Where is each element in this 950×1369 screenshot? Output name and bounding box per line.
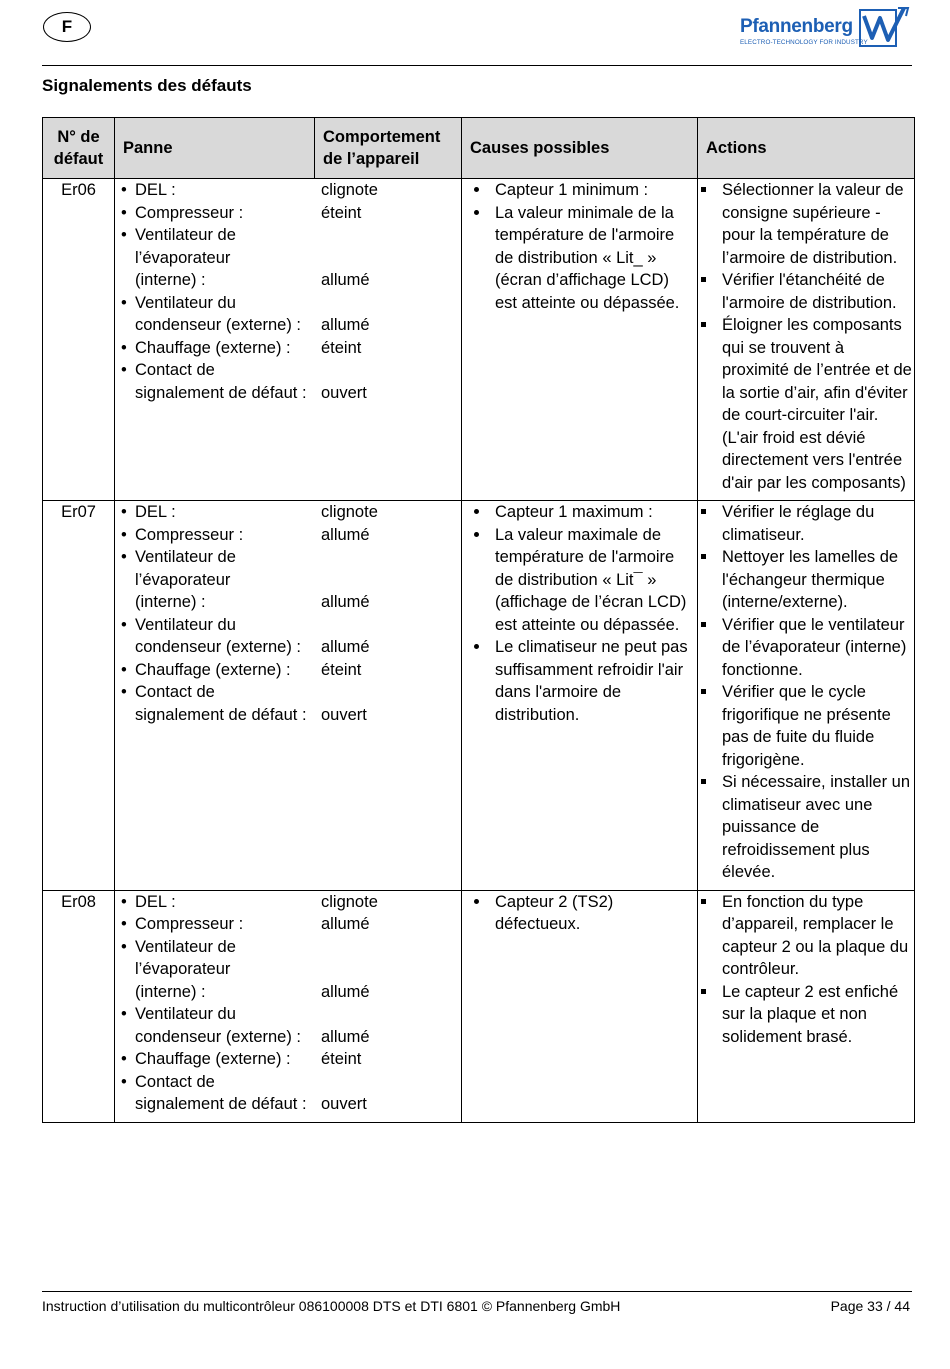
panne-line xyxy=(121,269,461,292)
panne-line xyxy=(121,1026,461,1049)
panne-component: Ventilateur du xyxy=(135,293,236,312)
actions-cell xyxy=(698,501,915,891)
panne-line xyxy=(121,704,461,727)
fault-code: Er08 xyxy=(43,890,115,1122)
panne-line xyxy=(121,636,461,659)
panne-component: Ventilateur de xyxy=(135,548,236,566)
panne-state xyxy=(321,936,461,959)
language-badge: F xyxy=(43,12,91,42)
panne-cell xyxy=(115,501,462,891)
panne-state xyxy=(321,224,461,247)
panne-state: éteint xyxy=(321,660,362,679)
bullet-icon: • xyxy=(121,1005,127,1023)
fault-code: Er06 xyxy=(43,179,115,501)
panne-line xyxy=(121,292,461,315)
section-title: Signalements des défauts xyxy=(42,76,252,95)
panne-component: DEL : xyxy=(135,503,176,521)
bullet-icon xyxy=(121,958,135,981)
panne-line xyxy=(121,1048,461,1071)
panne-line xyxy=(121,981,461,1004)
bullet-icon: • xyxy=(121,226,127,244)
panne-state: allumé xyxy=(321,1027,370,1046)
header-panne: Panne xyxy=(115,118,315,179)
actions-list xyxy=(698,891,912,1049)
panne-line xyxy=(121,936,461,959)
causes-cell xyxy=(462,890,698,1122)
panne-line xyxy=(121,1003,461,1026)
panne-state: allumé xyxy=(321,525,370,544)
panne-line xyxy=(121,1071,461,1094)
bullet-icon: • xyxy=(121,503,127,521)
fault-table xyxy=(42,117,915,1123)
actions-list xyxy=(698,501,912,884)
panne-component: condenseur (externe) : xyxy=(135,638,302,656)
bullet-icon xyxy=(121,704,135,727)
panne-component: Chauffage (externe) : xyxy=(135,1050,291,1068)
panne-state xyxy=(321,546,461,569)
panne-line xyxy=(121,247,461,270)
panne-component: Contact de xyxy=(135,361,215,379)
bullet-icon: • xyxy=(121,525,127,544)
header-fault-number: N° de défaut xyxy=(43,118,115,179)
panne-line xyxy=(121,591,461,614)
header-causes: Causes possibles xyxy=(462,118,698,179)
causes-cell xyxy=(462,179,698,501)
bullet-icon: • xyxy=(121,915,127,933)
panne-line xyxy=(121,524,461,547)
panne-component: Chauffage (externe) : xyxy=(135,338,291,357)
panne-line xyxy=(121,614,461,637)
panne-state: ouvert xyxy=(321,383,367,402)
bullet-icon xyxy=(121,981,135,1004)
action-item: Le capteur 2 est enfiché sur la plaque et non solidement brasé. xyxy=(698,981,912,1049)
panne-state: éteint xyxy=(321,338,362,357)
action-item: Sélectionner la valeur de consigne supérieure - pour la température de l’armoire de distribution. xyxy=(698,179,912,269)
cause-item: Le climatiseur ne peut pas suffisamment refroidir l'air dans l'armoire de distribution. xyxy=(470,636,693,726)
logo-brand-name: Pfannenberg xyxy=(740,16,853,37)
causes-cell xyxy=(462,501,698,891)
bullet-icon: • xyxy=(121,203,127,222)
panne-state: clignote xyxy=(321,892,378,911)
panne-component: (interne) : xyxy=(135,593,206,611)
pfannenberg-logo xyxy=(738,6,913,48)
actions-list xyxy=(698,179,912,494)
panne-component: Compresseur : xyxy=(135,525,244,544)
panne-component: Contact de xyxy=(135,1072,215,1091)
panne-line xyxy=(121,337,461,360)
panne-component: l’évaporateur xyxy=(135,570,231,589)
cause-item: Capteur 1 maximum : xyxy=(470,501,693,524)
panne-line xyxy=(121,546,461,569)
panne-component: l’évaporateur xyxy=(135,960,231,978)
bullet-icon: • xyxy=(121,548,127,566)
fault-table-body xyxy=(43,179,915,1123)
bullet-icon xyxy=(121,569,135,592)
panne-component: (interne) : xyxy=(135,982,206,1001)
action-item: Si nécessaire, installer un climatiseur avec une puissance de refroidissement plus élevée. xyxy=(698,771,912,884)
bullet-icon xyxy=(121,382,135,405)
panne-component: Contact de xyxy=(135,683,215,701)
bullet-icon: • xyxy=(121,293,127,312)
fault-code: Er07 xyxy=(43,501,115,891)
fault-row xyxy=(43,890,915,1122)
pfannenberg-logo-icon xyxy=(858,6,910,48)
actions-cell xyxy=(698,890,915,1122)
panne-line xyxy=(121,202,461,225)
footer-rule xyxy=(42,1291,912,1292)
bullet-icon xyxy=(121,636,135,659)
panne-state xyxy=(321,247,461,270)
panne-state: allumé xyxy=(321,316,370,334)
panne-state: éteint xyxy=(321,1050,362,1068)
panne-state: ouvert xyxy=(321,705,367,724)
panne-line xyxy=(121,501,461,524)
action-item: En fonction du type d’appareil, remplacer le capteur 2 ou la plaque du contrôleur. xyxy=(698,891,912,981)
bullet-icon xyxy=(121,1026,135,1049)
bullet-icon: • xyxy=(121,892,127,911)
panne-component: (interne) : xyxy=(135,271,206,289)
action-item: Vérifier l'étanchéité de l'armoire de distribution. xyxy=(698,269,912,314)
panne-line xyxy=(121,659,461,682)
panne-component: signalement de défaut : xyxy=(135,1095,307,1113)
panne-component: l’évaporateur xyxy=(135,248,231,267)
actions-cell xyxy=(698,179,915,501)
panne-state: clignote xyxy=(321,503,378,521)
bullet-icon xyxy=(121,591,135,614)
footer-page-number: Page 33 / 44 xyxy=(830,1298,910,1314)
panne-component: condenseur (externe) : xyxy=(135,1027,302,1046)
bullet-icon: • xyxy=(121,181,127,199)
fault-row xyxy=(43,179,915,501)
bullet-icon: • xyxy=(121,937,127,956)
panne-line xyxy=(121,179,461,202)
panne-state: allumé xyxy=(321,271,370,289)
panne-cell xyxy=(115,179,462,501)
bullet-icon xyxy=(121,269,135,292)
action-item: Nettoyer les lamelles de l'échangeur thermique (interne/externe). xyxy=(698,546,912,614)
cause-item: Capteur 2 (TS2) défectueux. xyxy=(470,891,693,936)
bullet-icon xyxy=(121,1093,135,1116)
panne-component: Ventilateur de xyxy=(135,226,236,244)
header-actions: Actions xyxy=(698,118,915,179)
bullet-icon: • xyxy=(121,361,127,379)
bullet-icon: • xyxy=(121,338,127,357)
panne-state xyxy=(321,681,461,704)
causes-list xyxy=(470,891,693,936)
cause-item: La valeur maximale de température de l'armoire de distribution « Lit¯ » (affichage de l’écran LCD) est atteinte ou dépassée. xyxy=(470,524,693,637)
panne-state: allumé xyxy=(321,915,370,933)
fault-row xyxy=(43,501,915,891)
action-item: Vérifier que le cycle frigorifique ne présente pas de fuite du fluide frigorigène. xyxy=(698,681,912,771)
panne-state xyxy=(321,958,461,981)
panne-state: clignote xyxy=(321,181,378,199)
bullet-icon: • xyxy=(121,1072,127,1091)
footer-document-title: Instruction d’utilisation du multicontrôleur 086100008 DTS et DTI 6801 © Pfannenberg GmbH xyxy=(42,1298,621,1314)
bullet-icon: • xyxy=(121,1050,127,1068)
header-rule xyxy=(42,65,912,66)
panne-component: signalement de défaut : xyxy=(135,705,307,724)
panne-line xyxy=(121,569,461,592)
panne-line xyxy=(121,382,461,405)
panne-line xyxy=(121,913,461,936)
panne-line xyxy=(121,314,461,337)
panne-line xyxy=(121,359,461,382)
panne-component: DEL : xyxy=(135,892,176,911)
action-item: Éloigner les composants qui se trouvent à proximité de l’entrée et de la sortie d’air, afin d'éviter de court-circuiter l'air. (L'air froid est dévié directement vers l'entrée d'air par les composants) xyxy=(698,314,912,494)
panne-state xyxy=(321,1071,461,1094)
panne-component: Compresseur : xyxy=(135,203,244,222)
panne-state: éteint xyxy=(321,203,362,222)
panne-component: Compresseur : xyxy=(135,915,244,933)
panne-component: signalement de défaut : xyxy=(135,383,307,402)
panne-component: Chauffage (externe) : xyxy=(135,660,291,679)
panne-state xyxy=(321,292,461,315)
panne-state: ouvert xyxy=(321,1095,367,1113)
panne-state xyxy=(321,569,461,592)
bullet-icon: • xyxy=(121,683,127,701)
action-item: Vérifier le réglage du climatiseur. xyxy=(698,501,912,546)
panne-state xyxy=(321,1003,461,1026)
panne-state xyxy=(321,359,461,382)
panne-line xyxy=(121,891,461,914)
panne-line xyxy=(121,1093,461,1116)
cause-item: Capteur 1 minimum : xyxy=(470,179,693,202)
panne-state xyxy=(321,614,461,637)
causes-list xyxy=(470,179,693,314)
panne-component: DEL : xyxy=(135,181,176,199)
panne-component: condenseur (externe) : xyxy=(135,316,302,334)
panne-cell xyxy=(115,890,462,1122)
panne-component: Ventilateur du xyxy=(135,615,236,634)
action-item: Vérifier que le ventilateur de l’évaporateur (interne) fonctionne. xyxy=(698,614,912,682)
bullet-icon xyxy=(121,314,135,337)
bullet-icon: • xyxy=(121,660,127,679)
table-header-row xyxy=(43,118,915,179)
panne-line xyxy=(121,681,461,704)
panne-line xyxy=(121,224,461,247)
bullet-icon xyxy=(121,247,135,270)
panne-line xyxy=(121,958,461,981)
bullet-icon: • xyxy=(121,615,127,634)
causes-list xyxy=(470,501,693,726)
panne-state: allumé xyxy=(321,638,370,656)
panne-state: allumé xyxy=(321,593,370,611)
cause-item: La valeur minimale de la température de l'armoire de distribution « Lit_ » (écran d’affichage LCD) est atteinte ou dépassée. xyxy=(470,202,693,315)
panne-state: allumé xyxy=(321,982,370,1001)
header-comportement: Comportement de l’appareil xyxy=(315,118,462,179)
panne-component: Ventilateur de xyxy=(135,937,236,956)
panne-component: Ventilateur du xyxy=(135,1005,236,1023)
logo-tagline: ELECTRO-TECHNOLOGY FOR INDUSTRY xyxy=(740,39,868,46)
